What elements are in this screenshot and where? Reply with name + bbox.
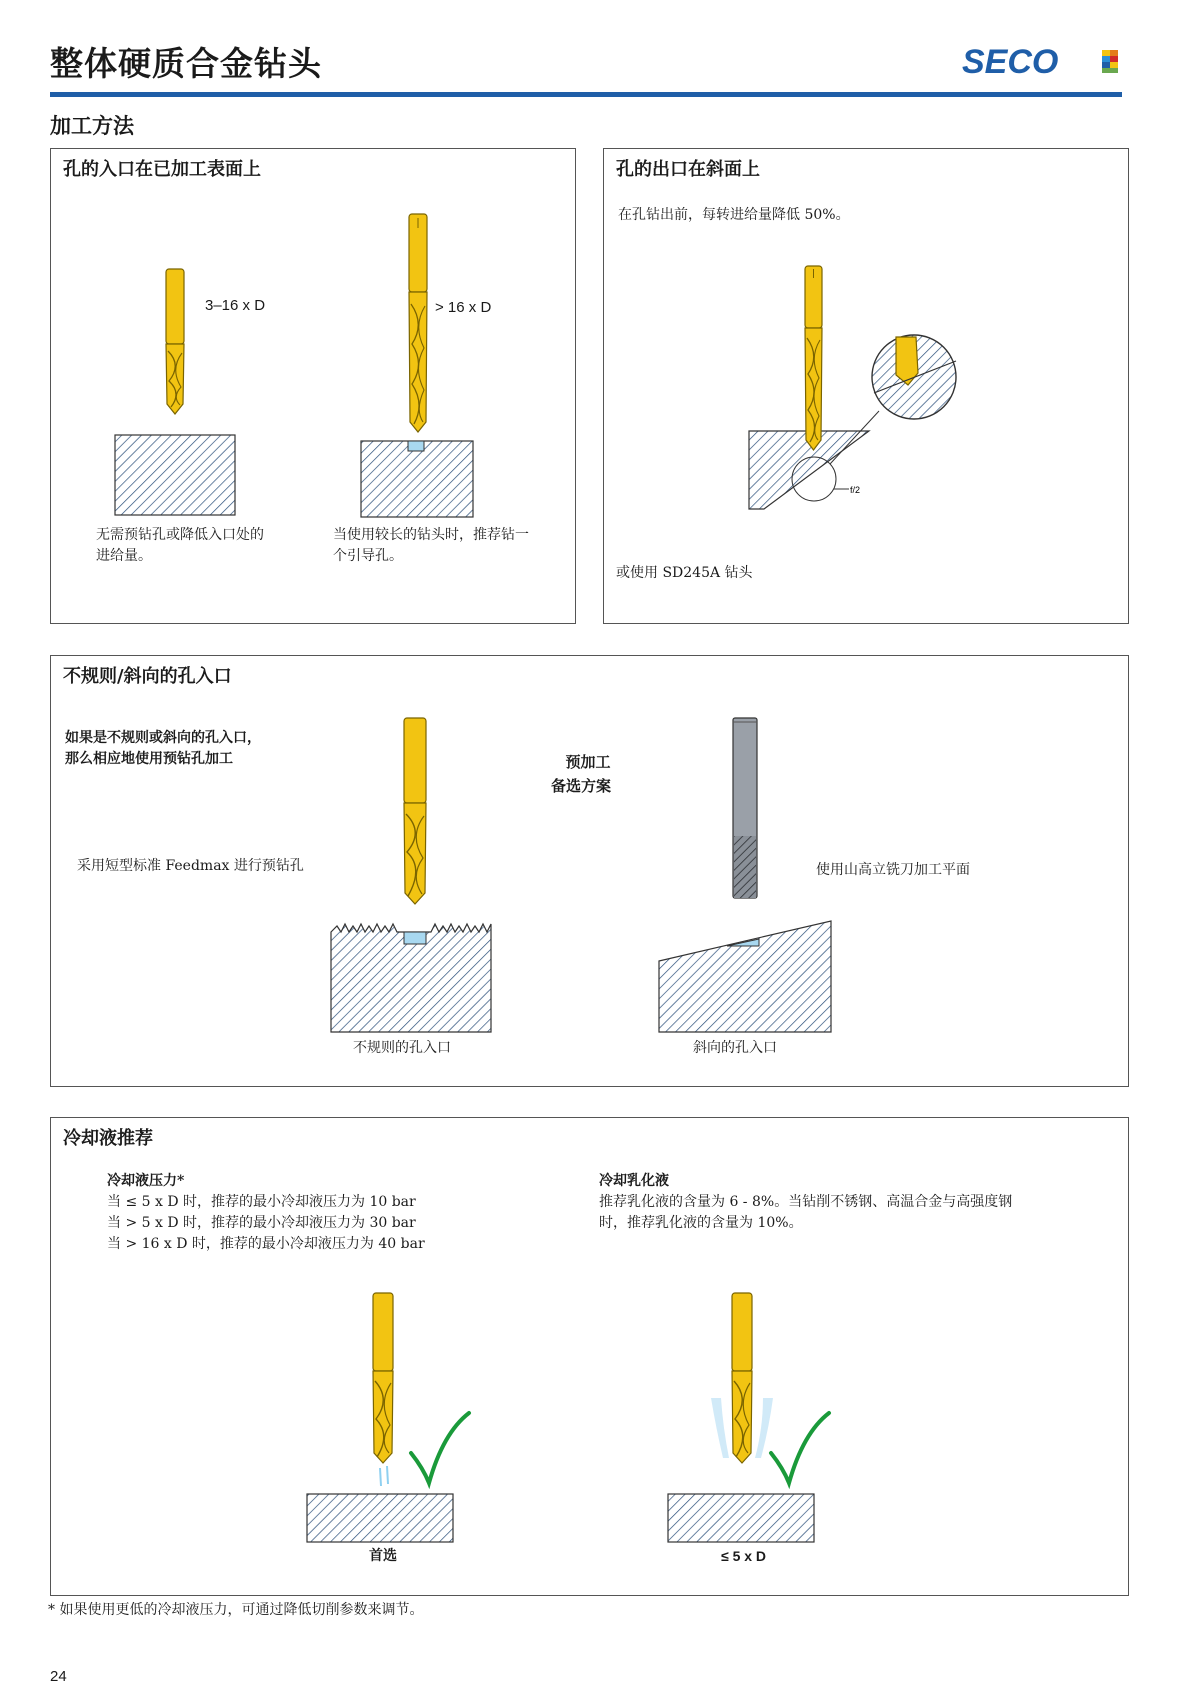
coolant-pressure-line-2: 当 > 5 x D 时，推荐的最小冷却液压力为 30 bar	[107, 1215, 416, 1231]
box3-center-label-2: 备选方案	[551, 777, 612, 795]
box1-right-caption-2: 个引导孔。	[333, 548, 403, 564]
coolant-left-caption: 首选	[369, 1548, 397, 1564]
emulsion-line-2: 时，推荐乳化液的含量为 10%。	[599, 1215, 803, 1231]
coolant-pressure-heading: 冷却液压力*	[107, 1173, 185, 1189]
box1-title: 孔的入口在已加工表面上	[63, 159, 261, 180]
box4-illustration	[51, 1118, 1128, 1595]
coolant-pressure-line-3: 当 > 16 x D 时，推荐的最小冷却液压力为 40 bar	[107, 1236, 425, 1252]
emulsion-heading: 冷却乳化液	[599, 1173, 669, 1189]
box3-illustration	[51, 656, 1128, 1086]
box-irregular-entry	[50, 655, 1129, 1087]
box3-left-caption: 不规则的孔入口	[353, 1040, 451, 1056]
box3-predrill-label: 采用短型标准 Feedmax 进行预钻孔	[77, 858, 304, 874]
box1-left-caption-2: 进给量。	[96, 548, 152, 564]
emulsion-line-1: 推荐乳化液的含量为 6 - 8%。当钻削不锈钢、高温合金与高强度钢	[599, 1194, 1013, 1210]
coolant-pressure-line-1: 当 ≤ 5 x D 时，推荐的最小冷却液压力为 10 bar	[107, 1194, 416, 1210]
label-gt16xd: > 16 x D	[435, 299, 492, 316]
box2-title: 孔的出口在斜面上	[616, 159, 760, 180]
box3-right-caption: 斜向的孔入口	[693, 1040, 777, 1056]
box2-bottom-note: 或使用 SD245A 钻头	[616, 565, 753, 581]
label-3-16xd: 3–16 x D	[205, 297, 266, 314]
header-rule	[50, 92, 1122, 97]
coolant-right-caption: ≤ 5 x D	[721, 1548, 767, 1564]
box-exit-inclined	[603, 148, 1129, 624]
box3-center-label-1: 预加工	[565, 753, 611, 771]
box1-left-caption-1: 无需预钻孔或降低入口处的	[96, 527, 264, 543]
svg-text:SECO: SECO	[962, 43, 1059, 81]
box3-mill-label: 使用山高立铣刀加工平面	[816, 862, 970, 878]
box2-note: 在孔钻出前，每转进给量降低 50%。	[618, 207, 850, 223]
box3-title: 不规则/斜向的孔入口	[63, 666, 232, 687]
section-title: 加工方法	[50, 113, 134, 138]
seco-logo	[962, 44, 1122, 82]
box3-intro-2: 那么相应地使用预钻孔加工	[65, 751, 233, 767]
box1-right-caption-1: 当使用较长的钻头时，推荐钻一	[333, 527, 529, 543]
box2-illustration	[604, 149, 1128, 623]
box4-title: 冷却液推荐	[63, 1128, 153, 1149]
box-entry-machined-surface	[50, 148, 576, 624]
footnote: * 如果使用更低的冷却液压力，可通过降低切削参数来调节。	[48, 1602, 424, 1618]
page-title: 整体硬质合金钻头	[50, 44, 322, 83]
svg-text:f/2: f/2	[850, 485, 861, 495]
box3-intro-1: 如果是不规则或斜向的孔入口，	[65, 730, 261, 746]
box-coolant	[50, 1117, 1129, 1596]
page-number: 24	[50, 1668, 67, 1685]
